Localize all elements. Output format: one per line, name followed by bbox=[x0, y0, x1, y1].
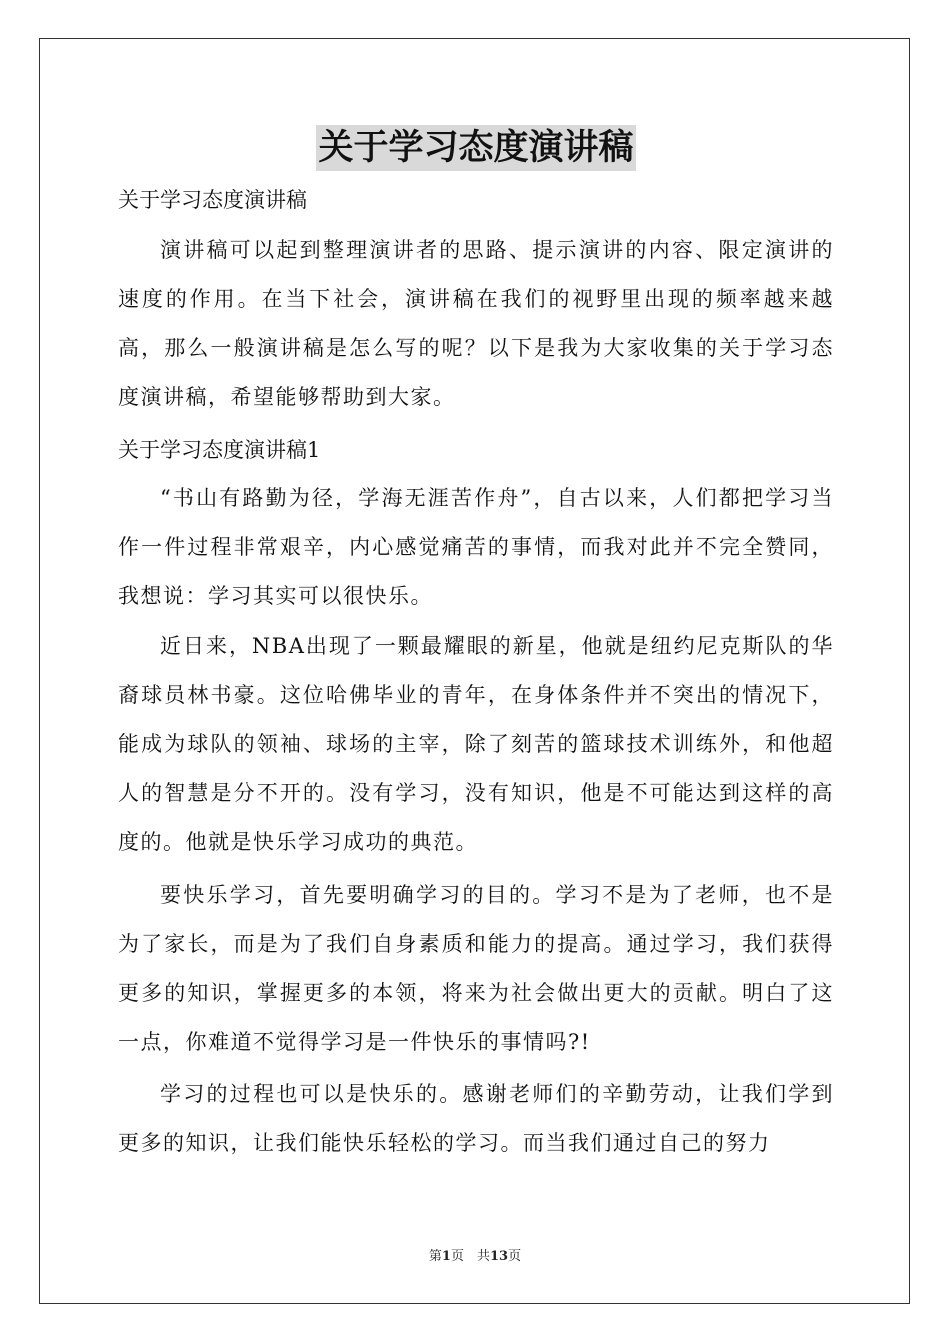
page-footer bbox=[0, 1248, 950, 1266]
section-heading: 关于学习态度演讲稿1 bbox=[118, 438, 321, 462]
title-container bbox=[118, 125, 834, 171]
document-title: 关于学习态度演讲稿 bbox=[316, 125, 635, 171]
intro-paragraph: 演讲稿可以起到整理演讲者的思路、提示演讲的内容、限定演讲的速度的作用。在当下社会，演讲稿在我们的视野里出现的频率越来越高，那么一般演讲稿是怎么写的呢？以下是我为大家收集的关于学习态度演讲稿，希望能够帮助到大家。 bbox=[118, 238, 834, 409]
footer-suffix: 页 bbox=[508, 1249, 522, 1264]
footer-page-current: 1 bbox=[441, 1249, 451, 1264]
footer-prefix: 第 bbox=[428, 1249, 442, 1264]
body-paragraph-3: 要快乐学习，首先要明确学习的目的。学习不是为了老师，也不是为了家长，而是为了我们自身素质和能力的提高。通过学习，我们获得更多的知识，掌握更多的本领，将来为社会做出更大的贡献。明白了这一点，你难道不觉得学习是一件快乐的事情吗?! bbox=[118, 883, 834, 1054]
document-subtitle: 关于学习态度演讲稿 bbox=[118, 188, 307, 212]
body-paragraph-2: 近日来，NBA出现了一颗最耀眼的新星，他就是纽约尼克斯队的华裔球员林书豪。这位哈佛毕业的青年，在身体条件并不突出的情况下，能成为球队的领袖、球场的主宰，除了刻苦的篮球技术训练外，和他超人的智慧是分不开的。没有学习，没有知识，他是不可能达到这样的高度的。他就是快乐学习成功的典范。 bbox=[118, 634, 834, 854]
body-paragraph-1: “书山有路勤为径，学海无涯苦作舟”，自古以来，人们都把学习当作一件过程非常艰辛，内心感觉痛苦的事情，而我对此并不完全赞同，我想说：学习其实可以很快乐。 bbox=[118, 486, 834, 608]
body-paragraph-4: 学习的过程也可以是快乐的。感谢老师们的辛勤劳动，让我们学到更多的知识，让我们能快乐轻松的学习。而当我们通过自己的努力 bbox=[118, 1082, 834, 1155]
footer-mid: 页 共 bbox=[450, 1249, 490, 1264]
footer-page-total: 13 bbox=[489, 1249, 509, 1264]
